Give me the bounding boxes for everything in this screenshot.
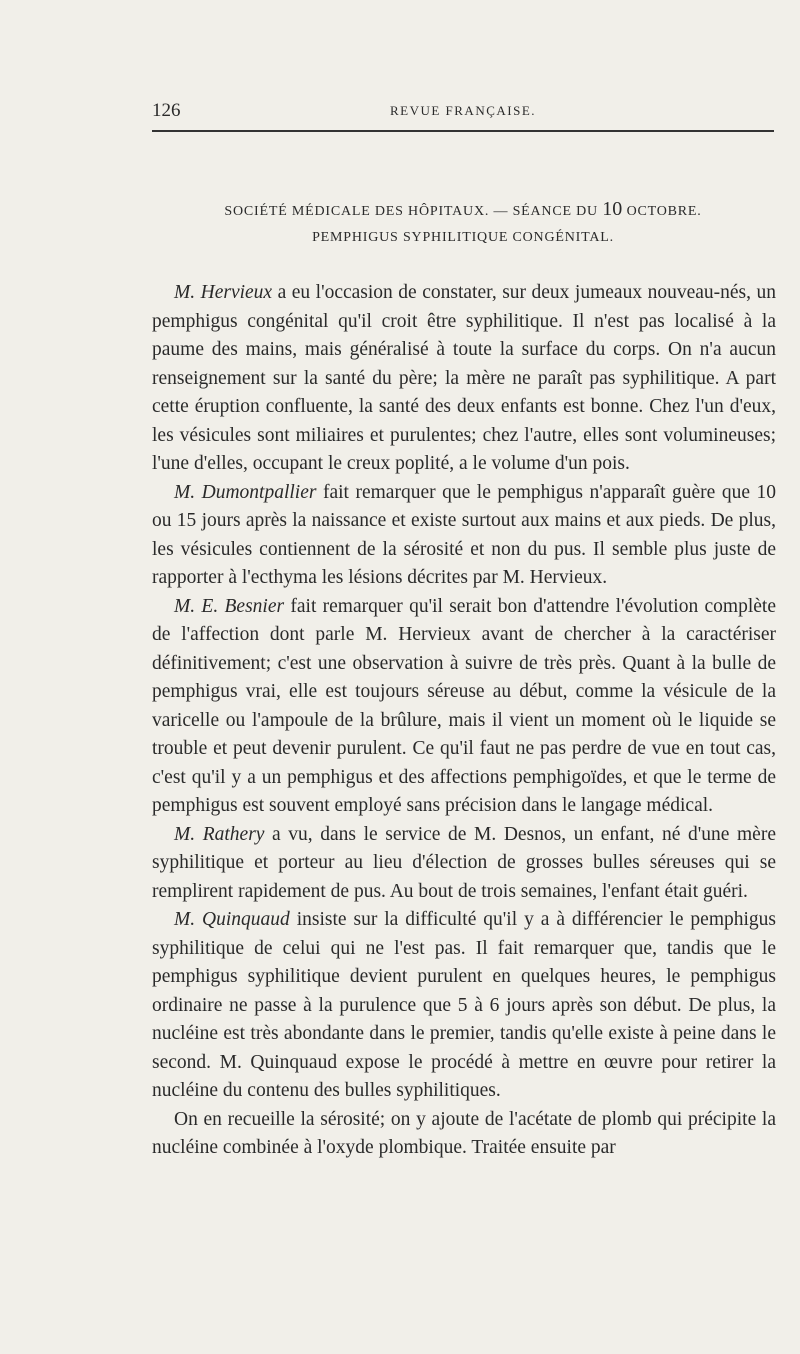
body-text	[152, 279, 776, 1163]
paragraph-text: insiste sur la difficulté qu'il y a à différencier le pemphigus syphilitique de celui qui ne l'est pas. Il fait remarquer que, tandis que le pemphigus syphilitique devient purulent en quelques heures, le pemphigus ordinaire ne passe à la purulence que 5 à 6 jours après son début. De plus, la nucléine est très abondante dans le premier, tandis qu'elle existe à peine dans le second. M. Quinquaud expose le procédé à mettre en œuvre pour retirer la nucléine du contenu des bulles syphilitiques.	[152, 909, 776, 1101]
paragraph-text: fait remarquer que le pemphigus n'apparaît guère que 10 ou 15 jours après la naissance et existe surtout aux mains et aux pieds. De plus, les vésicules contiennent de la sérosité et non du pus. Il semble plus juste de rapporter à l'ecthyma les lésions décrites par M. Hervieux.	[152, 481, 777, 588]
paragraph-besnier	[152, 593, 776, 821]
paragraph-quinquaud	[152, 906, 776, 1106]
heading-month: OCTOBRE.	[626, 204, 702, 219]
paragraph-text: a vu, dans le service de M. Desnos, un enfant, né d'une mère syphilitique et porteur au lieu d'élection de grosses bulles séreuses qui se remplirent rapidement de pus. Au bout de trois semaines, l'enfant était guéri.	[152, 823, 776, 902]
paragraph-text: On en recueille la sérosité; on y ajoute de l'acétate de plomb qui précipite la nucléine combinée à l'oxyde plombique. Traitée ensuite par	[152, 1108, 776, 1158]
speaker-name: M. Hervieux	[174, 282, 273, 303]
paragraph-text: a eu l'occasion de constater, sur deux jumeaux nouveau-nés, un pemphigus congénital qu'il croit être syphilitique. Il n'est pas localisé à la paume des mains, mais généralisé à toute la surface du corps. On n'a aucun renseignement sur la santé du père; la mère ne paraît pas syphilitique. A part cette éruption confluente, la santé des deux enfants est bonne. Chez l'un d'eux, les vésicules sont miliaires et purulentes; chez l'autre, elles sont volumineuses; l'une d'elles, occupant le creux poplité, a le volume d'un pois.	[152, 282, 777, 474]
heading-society: SOCIÉTÉ MÉDICALE DES HÔPITAUX. — SÉANCE DU	[224, 204, 598, 219]
heading-line-1	[152, 196, 774, 225]
page-header	[152, 100, 774, 124]
paragraph-text: fait remarquer qu'il serait bon d'attendre l'évolution complète de l'affection dont parle M. Hervieux avant de chercher à la caractériser définitivement; c'est une observation à suivre de très près. Quant à la bulle de pemphigus vrai, elle est toujours séreuse au début, comme la vésicule de la varicelle ou l'ampoule de la brûlure, mais il vient un moment où le liquide se trouble et peut devenir purulent. Ce qu'il faut ne pas perdre de vue en tout cas, c'est qu'il y a un pemphigus et des affections pemphigoïdes, et que le terme de pemphigus est souvent employé sans précision dans le langage médical.	[152, 595, 776, 816]
speaker-name: M. Dumontpallier	[174, 481, 317, 503]
paragraph-rathery	[152, 821, 776, 907]
speaker-name: M. E. Besnier	[174, 595, 285, 617]
paragraph-dumontpallier	[152, 479, 776, 593]
speaker-name: M. Quinquaud	[174, 909, 290, 930]
heading-day: 10	[602, 198, 623, 220]
paragraph-hervieux	[152, 279, 776, 479]
page-number: 126	[152, 100, 181, 121]
speaker-name: M. Rathery	[174, 823, 265, 845]
heading-line-2: PEMPHIGUS SYPHILITIQUE CONGÉNITAL.	[312, 230, 614, 245]
section-heading	[152, 196, 774, 251]
header-rule	[152, 130, 774, 132]
running-title: REVUE FRANÇAISE.	[389, 103, 537, 118]
paragraph-nucleine-procedure	[152, 1106, 776, 1163]
